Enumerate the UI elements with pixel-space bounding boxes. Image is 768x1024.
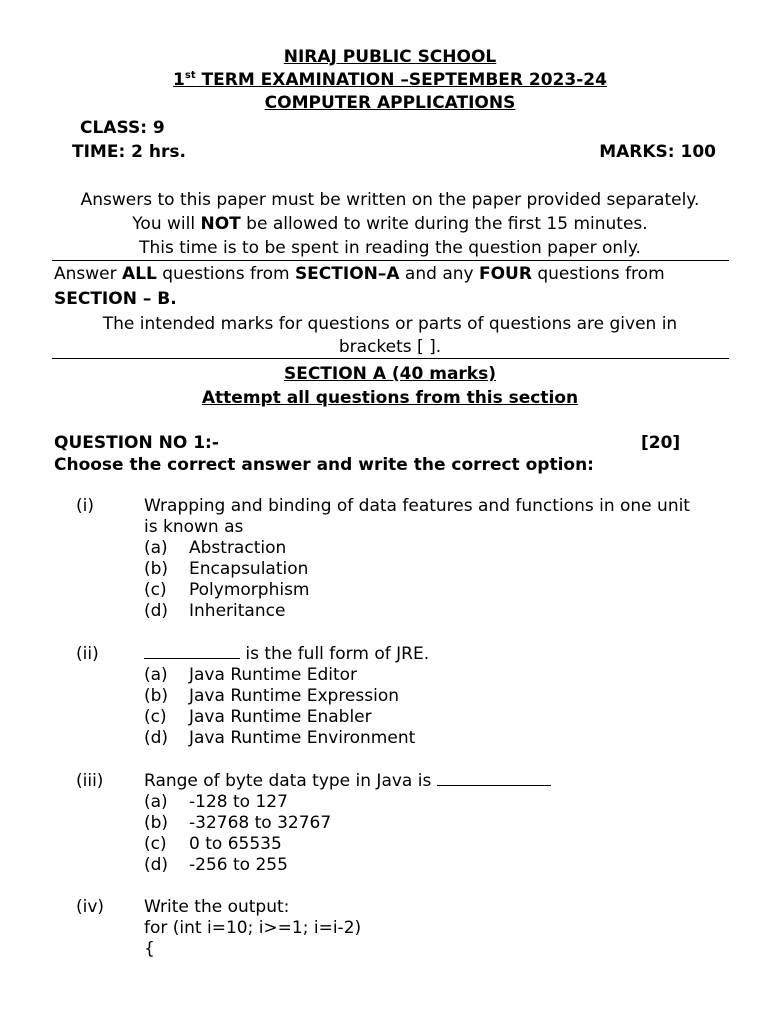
code-line: for (int i=10; i>=1; i=i-2) [144, 918, 362, 938]
section-title: SECTION A (40 marks) [283, 364, 497, 384]
instruction-text: questions from [156, 264, 295, 284]
question-instruction: Choose the correct answer and write the correct option: [54, 455, 594, 475]
option-text: Encapsulation [189, 559, 309, 579]
item-number: (i) [76, 496, 94, 516]
option-label: (d) [144, 855, 169, 875]
exam-title-text: TERM EXAMINATION –SEPTEMBER 2023-24 [195, 70, 607, 90]
item-text-part: Range of byte data type in Java is [144, 771, 437, 791]
option-text: -128 to 127 [189, 792, 288, 812]
instruction-line-7: brackets [ ]. [338, 337, 442, 357]
instruction-line-6: The intended marks for questions or parts of questions are given in [102, 314, 678, 334]
option-label: (b) [144, 559, 169, 579]
instruction-line-2 [0, 214, 768, 235]
item-text [144, 771, 551, 792]
instruction-line-5: SECTION – B. [54, 289, 177, 309]
option-text: Polymorphism [189, 580, 310, 600]
option-label: (a) [144, 665, 168, 685]
option-text: 0 to 65535 [189, 834, 282, 854]
item-text-part: is the full form of JRE. [240, 644, 430, 664]
option-text: Java Runtime Expression [189, 686, 400, 706]
option-text: -256 to 255 [189, 855, 288, 875]
exam-title-number: 1 [173, 70, 185, 90]
item-number: (iv) [76, 897, 105, 917]
instruction-emphasis: NOT [200, 214, 241, 234]
answer-blank [437, 771, 551, 786]
instruction-text: You will [132, 214, 201, 234]
code-line: { [144, 939, 155, 959]
option-label: (a) [144, 538, 168, 558]
answer-blank [144, 644, 240, 659]
option-label: (c) [144, 707, 167, 727]
instruction-emphasis: ALL [122, 264, 157, 284]
question-marks: [20] [641, 433, 681, 453]
option-text: -32768 to 32767 [189, 813, 332, 833]
option-label: (d) [144, 601, 169, 621]
instruction-line-3: This time is to be spent in reading the question paper only. [139, 238, 641, 258]
time-label: TIME: 2 hrs. [72, 142, 186, 162]
item-text [144, 644, 429, 665]
option-text: Inheritance [189, 601, 286, 621]
instruction-line-4 [54, 264, 665, 285]
option-label: (d) [144, 728, 169, 748]
instruction-text: Answer [54, 264, 123, 284]
instruction-emphasis: FOUR [478, 264, 532, 284]
class-label: CLASS: 9 [80, 118, 165, 138]
item-text: Wrapping and binding of data features and functions in one unit [144, 496, 690, 516]
item-text: is known as [144, 517, 244, 537]
option-label: (c) [144, 834, 167, 854]
option-label: (c) [144, 580, 167, 600]
divider-line [52, 260, 729, 261]
instruction-text: and any [399, 264, 479, 284]
item-number: (iii) [76, 771, 104, 791]
option-text: Abstraction [189, 538, 287, 558]
item-number: (ii) [76, 644, 99, 664]
divider-line [52, 358, 729, 359]
instruction-emphasis: SECTION–A [294, 264, 400, 284]
option-text: Java Runtime Environment [189, 728, 416, 748]
school-name: NIRAJ PUBLIC SCHOOL [283, 47, 497, 67]
marks-label: MARKS: 100 [599, 142, 716, 162]
instruction-text: be allowed to write during the first 15 minutes. [240, 214, 648, 234]
option-text: Java Runtime Enabler [189, 707, 372, 727]
instruction-line-1: Answers to this paper must be written on the paper provided separately. [80, 190, 700, 210]
item-text: Write the output: [144, 897, 290, 917]
question-label: QUESTION NO 1:- [54, 433, 219, 453]
subject-title: COMPUTER APPLICATIONS [264, 93, 516, 113]
exam-title-ordinal: st [184, 70, 196, 81]
option-label: (a) [144, 792, 168, 812]
option-label: (b) [144, 686, 169, 706]
option-label: (b) [144, 813, 169, 833]
section-subtitle: Attempt all questions from this section [201, 388, 579, 408]
option-text: Java Runtime Editor [189, 665, 358, 685]
instruction-text: questions from [531, 264, 665, 284]
exam-title [0, 70, 768, 91]
